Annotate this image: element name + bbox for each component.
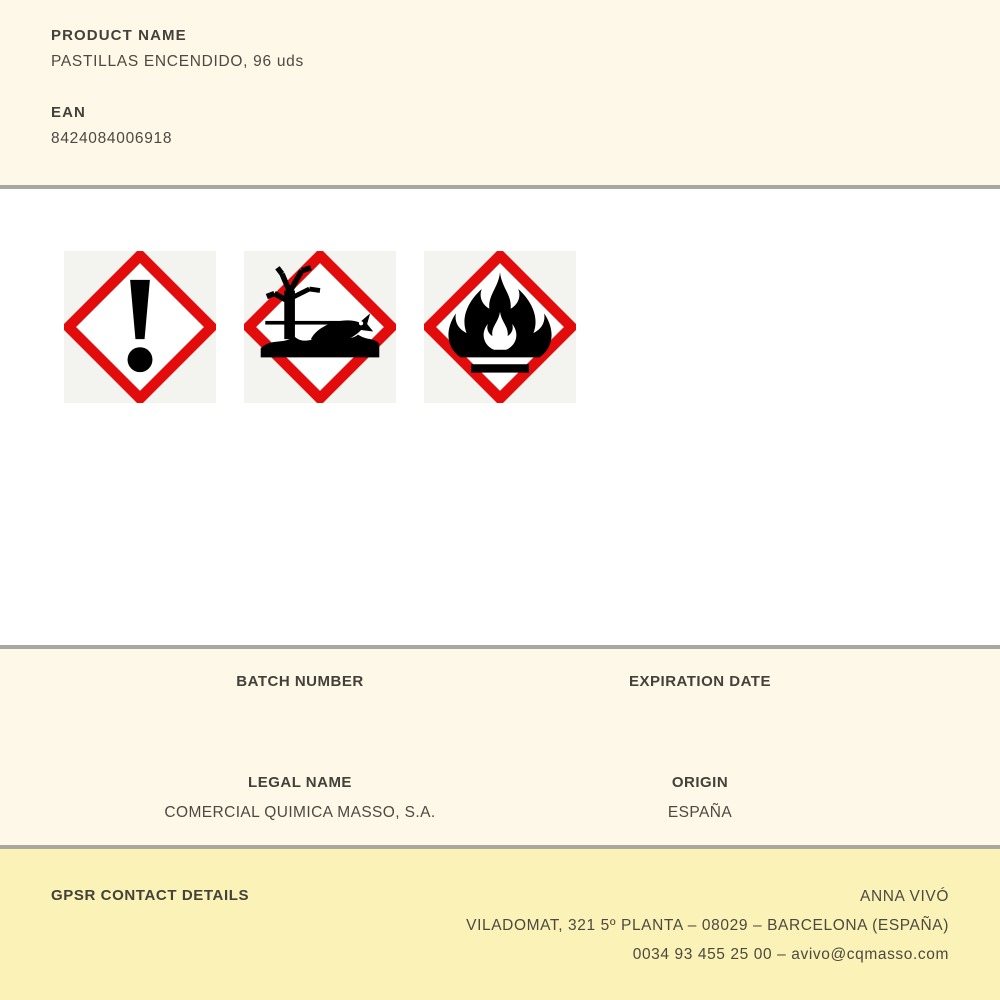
gpsr-contact-label: GPSR CONTACT DETAILS (51, 887, 250, 904)
ghs-exclamation-mark-icon (64, 251, 216, 403)
pictogram-row (64, 251, 1000, 403)
product-name-field (51, 27, 950, 71)
ean-value: 8424084006918 (51, 130, 173, 147)
ean-label: EAN (51, 104, 86, 121)
legal-name-label: LEGAL NAME (248, 774, 352, 791)
legal-origin-row (100, 774, 900, 822)
origin-label: ORIGIN (671, 774, 729, 791)
expiration-date-label: EXPIRATION DATE (629, 673, 771, 690)
batch-number-label: BATCH NUMBER (236, 673, 364, 690)
hazard-pictograms-section (0, 189, 1000, 649)
product-name-label: PRODUCT NAME (51, 27, 187, 44)
product-info-section (0, 0, 1000, 189)
origin-field (500, 774, 900, 822)
legal-name-value: COMERCIAL QUIMICA MASSO, S.A. (164, 804, 436, 821)
product-details-section (0, 649, 1000, 849)
legal-name-field (100, 774, 500, 822)
contact-phone-email: 0034 93 455 25 00 – avivo@cqmasso.com (632, 946, 949, 963)
batch-number-field (100, 673, 500, 703)
ghs-flame-icon (424, 251, 576, 403)
gpsr-contact-lines (466, 882, 949, 969)
ghs-environmental-hazard-icon (244, 251, 396, 403)
expiration-date-field (500, 673, 900, 703)
batch-expiration-row (100, 673, 900, 703)
origin-value: ESPAÑA (667, 804, 733, 821)
gpsr-contact-section (0, 849, 1000, 1000)
contact-address: VILADOMAT, 321 5º PLANTA – 08029 – BARCELONA (ESPAÑA) (466, 917, 949, 934)
product-name-value: PASTILLAS ENCENDIDO, 96 uds (51, 53, 304, 70)
contact-person-name: ANNA VIVÓ (860, 888, 949, 905)
ean-field (51, 104, 950, 148)
